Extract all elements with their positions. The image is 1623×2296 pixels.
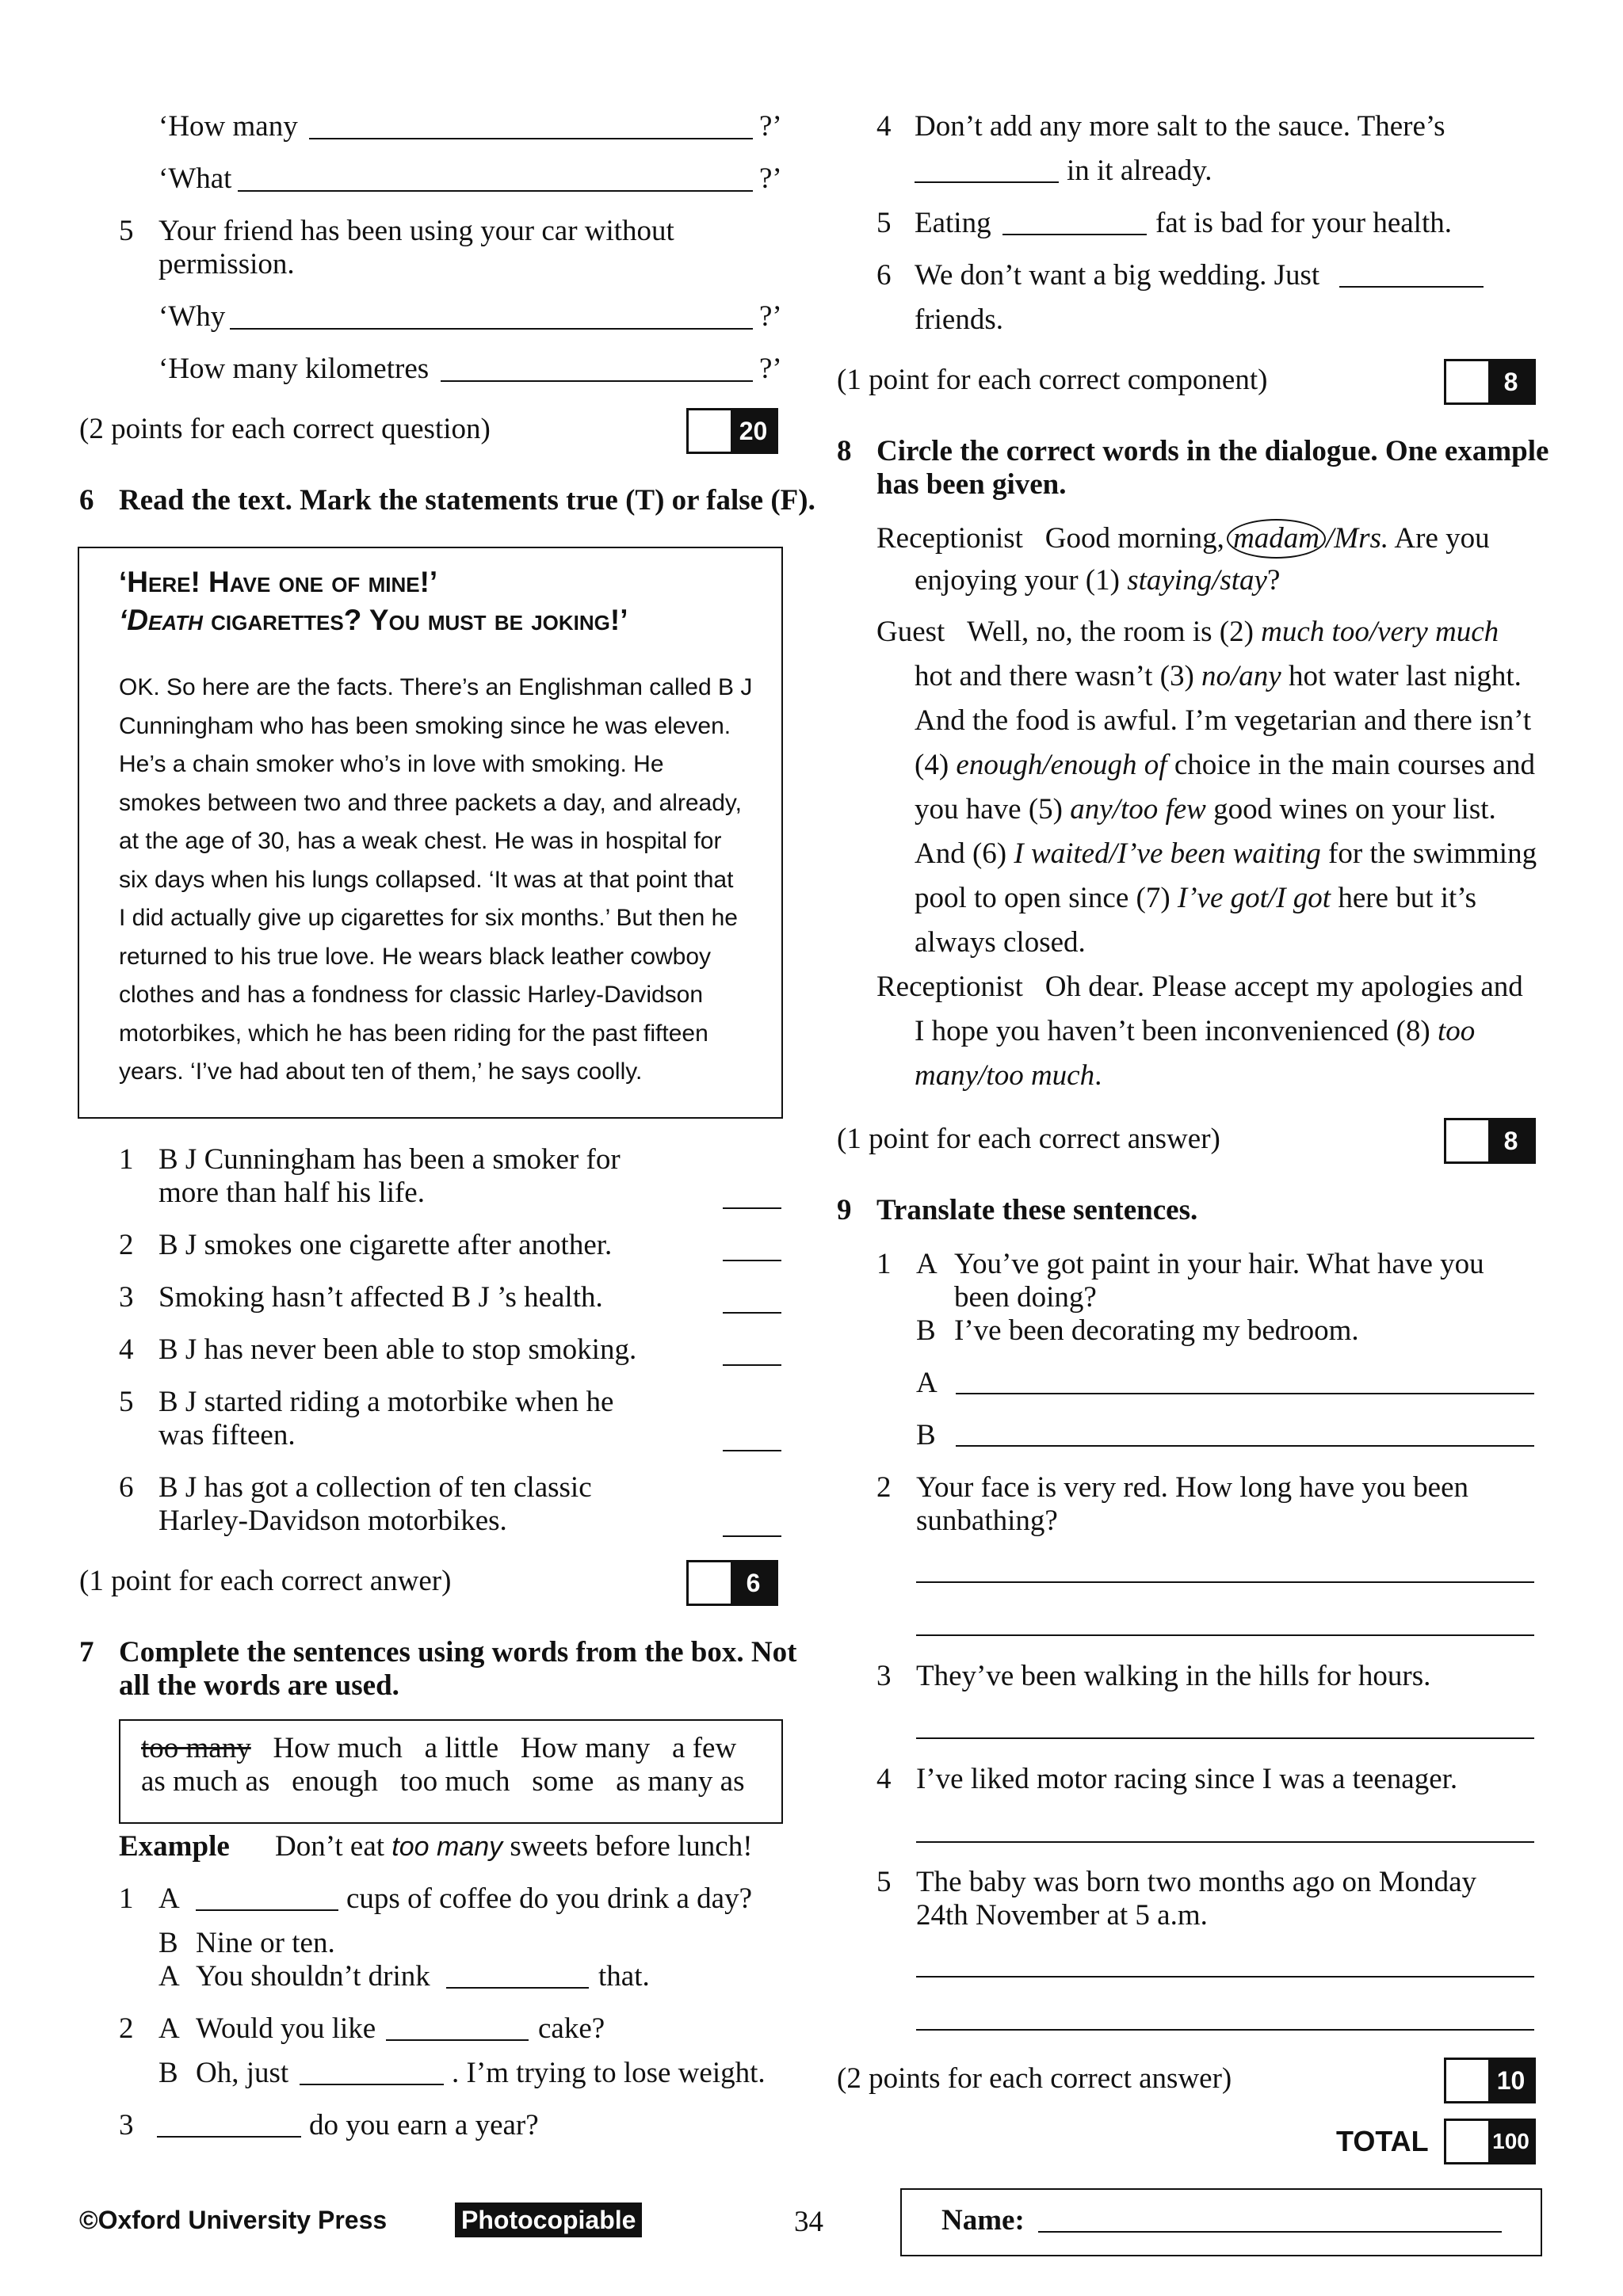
t-number: 3 <box>876 1660 892 1692</box>
s9-title: Translate these sentences. <box>876 1194 1198 1226</box>
score-value: 10 <box>1488 2060 1533 2101</box>
tf-answer-blank[interactable] <box>723 1207 781 1209</box>
q4-what-prompt: ‘What <box>158 162 232 195</box>
tf-item-text: B J has never been able to stop smoking. <box>158 1333 637 1366</box>
t-number: 2 <box>876 1471 892 1504</box>
tf-item-text: was fifteen. <box>158 1419 296 1451</box>
t-number: 1 <box>876 1248 892 1280</box>
speaker-label: B <box>916 1314 936 1347</box>
reading-body <box>119 669 752 1092</box>
reading-line: six days when his lungs collapsed. ‘It was at that point that <box>119 866 734 893</box>
q7-text: in it already. <box>1067 154 1212 187</box>
q7-text: Don’t add any more salt to the sauce. There’s <box>915 110 1445 143</box>
reading-line: motorbikes, which he has been riding for the past fifteen <box>119 1020 708 1047</box>
translation-line[interactable] <box>916 1841 1534 1843</box>
speaker-label: A <box>158 1882 180 1915</box>
speaker-label: Receptionist <box>876 971 1023 1003</box>
reading-line: OK. So here are the facts. There’s an Englishman called B J <box>119 674 753 700</box>
dialogue-line: (4) enough/enough of choice in the main courses and <box>915 749 1535 781</box>
t-number: 5 <box>876 1866 892 1898</box>
s9-number: 9 <box>837 1194 852 1226</box>
dialogue-line: always closed. <box>915 926 1086 959</box>
q7-number: 1 <box>119 1882 134 1915</box>
choice[interactable]: any/too few <box>1070 793 1206 826</box>
example-label: Example <box>119 1830 230 1863</box>
choice[interactable]: I’ve got/I got <box>1177 882 1331 914</box>
q4-how-many-blank[interactable] <box>309 138 753 139</box>
circled-example: madam <box>1227 519 1326 559</box>
score-value: 20 <box>731 410 776 452</box>
reading-title-1: ‘Here! Have one of mine!’ <box>119 566 438 598</box>
qmark: ?’ <box>759 162 782 195</box>
reading-line: returned to his true love. He wears black leather cowboy <box>119 943 712 970</box>
q7-text: We don’t want a big wedding. Just <box>915 259 1320 292</box>
box-word: as many as <box>616 1765 745 1798</box>
word-box-row-1 <box>141 1730 736 1767</box>
t-text: sunbathing? <box>916 1505 1058 1537</box>
score-box-q8 <box>1444 1118 1536 1164</box>
speaker-label: A <box>158 1960 180 1993</box>
tf-answer-blank[interactable] <box>723 1260 781 1261</box>
choice[interactable]: many/too much <box>915 1059 1095 1092</box>
q7-text: friends. <box>915 303 1003 336</box>
score-box-q9 <box>1444 2058 1536 2103</box>
dialogue-line: many/too much. <box>915 1059 1102 1092</box>
dialogue-line: Receptionist Good morning, madam /Mrs. Are you <box>876 519 1490 559</box>
score-box-q6 <box>686 1560 778 1606</box>
tf-item-number: 1 <box>119 1143 134 1176</box>
q5-km-blank[interactable] <box>441 380 753 382</box>
points-q8: (1 point for each correct answer) <box>837 1123 1220 1155</box>
q7-blank[interactable] <box>915 181 1059 183</box>
answer-label: A <box>916 1367 938 1399</box>
choice[interactable]: I waited/I’ve been waiting <box>1014 837 1321 870</box>
choice[interactable]: staying/stay <box>1127 564 1267 597</box>
reading-line: He’s a chain smoker who’s in love with smoking. He <box>119 751 664 777</box>
reading-line: Cunningham who has been smoking since he was eleven. <box>119 712 731 739</box>
q7-blank[interactable] <box>446 1987 589 1989</box>
q7-text: Eating <box>915 207 991 239</box>
q5-why-blank[interactable] <box>230 328 753 330</box>
tf-item-text: more than half his life. <box>158 1177 425 1209</box>
translation-line[interactable] <box>916 1976 1534 1978</box>
tf-item-text: B J started riding a motorbike when he <box>158 1386 614 1418</box>
example-sentence: Don’t eat too many sweets before lunch! <box>275 1830 753 1863</box>
q7-text: . I’m trying to lose weight. <box>452 2057 766 2089</box>
q7-text: Nine or ten. <box>196 1927 335 1959</box>
box-word: too many <box>141 1732 251 1764</box>
q7-blank[interactable] <box>157 2136 301 2138</box>
score-box-q5 <box>686 408 778 454</box>
q7-blank[interactable] <box>1002 234 1147 235</box>
dialogue-line: Receptionist Oh dear. Please accept my apologies and <box>876 971 1523 1003</box>
reading-line: I did actually give up cigarettes for six months.’ But then he <box>119 905 738 931</box>
t-text: 24th November at 5 a.m. <box>916 1899 1208 1932</box>
choice[interactable]: too <box>1437 1015 1476 1047</box>
q4-what-blank[interactable] <box>238 190 753 192</box>
q5-why-prompt: ‘Why <box>158 300 226 333</box>
q7-blank[interactable] <box>386 2039 529 2041</box>
speaker-label: B <box>158 1927 178 1959</box>
speaker-label: A <box>916 1248 938 1280</box>
tf-answer-blank[interactable] <box>723 1535 781 1537</box>
qmark: ?’ <box>759 110 782 143</box>
q7-blank[interactable] <box>1339 286 1484 288</box>
box-word: How much <box>273 1732 403 1764</box>
reading-line: clothes and has a fondness for classic Harley-Davidson <box>119 982 704 1008</box>
reading-title-2: ‘Death cigarettes? You must be joking!’ <box>119 604 628 636</box>
t-text: They’ve been walking in the hills for hours. <box>916 1660 1431 1692</box>
dialogue-line: And the food is awful. I’m vegetarian and there isn’t <box>915 704 1532 737</box>
dialogue-line: Guest Well, no, the room is (2) much too/very much <box>876 616 1499 648</box>
t-text: The baby was born two months ago on Monday <box>916 1866 1477 1898</box>
q5-text: Your friend has been using your car without <box>158 215 674 247</box>
q7-number: 5 <box>876 207 892 239</box>
points-q7: (1 point for each correct component) <box>837 364 1268 396</box>
choice[interactable]: much too/very much <box>1261 616 1499 648</box>
q7-text: You shouldn’t drink <box>196 1960 430 1993</box>
s6-number: 6 <box>79 484 94 517</box>
q7-text: that. <box>598 1960 650 1993</box>
q7-text: fat is bad for your health. <box>1155 207 1452 239</box>
t-text: Your face is very red. How long have you been <box>916 1471 1469 1504</box>
tf-answer-blank[interactable] <box>723 1312 781 1314</box>
copyright: ©Oxford University Press <box>79 2206 388 2234</box>
total-label: TOTAL <box>1336 2125 1429 2157</box>
total-score-box <box>1444 2119 1536 2164</box>
q4-how-many-prompt: ‘How many <box>158 110 298 143</box>
tf-item-number: 3 <box>119 1281 134 1314</box>
tf-item-text: Harley-Davidson motorbikes. <box>158 1505 507 1537</box>
tf-item-text: Smoking hasn’t affected B J ’s health. <box>158 1281 603 1314</box>
speaker-label: Guest <box>876 616 945 648</box>
word-box-row-2 <box>141 1764 745 1800</box>
box-word: as much as <box>141 1765 270 1798</box>
q5-km-prompt: ‘How many kilometres <box>158 353 430 385</box>
s8-title: Circle the correct words in the dialogue. One example <box>876 435 1549 467</box>
name-label: Name: <box>941 2204 1025 2237</box>
choice[interactable]: enough/enough of <box>956 749 1167 781</box>
q7-text: do you earn a year? <box>309 2109 539 2142</box>
t-text: I’ve been decorating my bedroom. <box>954 1314 1359 1347</box>
name-field[interactable] <box>1038 2231 1502 2233</box>
q7-blank[interactable] <box>300 2084 444 2085</box>
reading-line: at the age of 30, has a weak chest. He was in hospital for <box>119 828 722 854</box>
photocopiable-badge: Photocopiable <box>455 2203 642 2237</box>
s8-number: 8 <box>837 435 852 467</box>
tf-item-text: B J smokes one cigarette after another. <box>158 1229 613 1261</box>
answer-label: B <box>916 1419 936 1451</box>
q7-blank[interactable] <box>196 1909 338 1911</box>
q7-number: 2 <box>119 2012 134 2045</box>
q7-number: 6 <box>876 259 892 292</box>
q7-text: Would you like <box>196 2012 376 2045</box>
score-value: 100 <box>1488 2121 1533 2162</box>
q7-number: 3 <box>119 2109 134 2142</box>
reading-line: smokes between two and three packets a day, and already, <box>119 789 743 816</box>
tf-item-text: B J Cunningham has been a smoker for <box>158 1143 621 1176</box>
translation-line[interactable] <box>916 1581 1534 1583</box>
points-q6: (1 point for each correct anwer) <box>79 1565 452 1597</box>
qmark: ?’ <box>759 300 782 333</box>
dialogue-line: enjoying your (1) staying/stay? <box>915 564 1281 597</box>
score-value: 8 <box>1488 1120 1533 1161</box>
tf-answer-blank[interactable] <box>723 1450 781 1451</box>
t-number: 4 <box>876 1763 892 1795</box>
translation-line[interactable] <box>956 1393 1534 1394</box>
box-word: How many <box>520 1732 651 1764</box>
points-q5: (2 points for each correct question) <box>79 413 491 445</box>
score-value: 6 <box>731 1562 776 1604</box>
tf-item-number: 4 <box>119 1333 134 1366</box>
dialogue-line: I hope you haven’t been inconvenienced (8) too <box>915 1015 1476 1047</box>
dialogue-line: And (6) I waited/I’ve been waiting for the swimming <box>915 837 1537 870</box>
tf-item-number: 5 <box>119 1386 134 1418</box>
box-word: some <box>532 1765 594 1798</box>
points-q9: (2 points for each correct answer) <box>837 2062 1232 2095</box>
box-word: a little <box>424 1732 499 1764</box>
box-word: too much <box>399 1765 510 1798</box>
score-value: 8 <box>1488 361 1533 402</box>
s8-title: has been given. <box>876 468 1067 501</box>
page-number: 34 <box>794 2206 823 2238</box>
dialogue-line: pool to open since (7) I’ve got/I got here but it’s <box>915 882 1476 914</box>
q7-text: cups of coffee do you drink a day? <box>346 1882 753 1915</box>
dialogue-line: you have (5) any/too few good wines on your list. <box>915 793 1496 826</box>
speaker-label: B <box>158 2057 178 2089</box>
t-text: been doing? <box>954 1281 1097 1314</box>
translation-line[interactable] <box>916 1737 1534 1739</box>
s7-title: all the words are used. <box>119 1669 399 1702</box>
dialogue-line: hot and there wasn’t (3) no/any hot water last night. <box>915 660 1522 692</box>
translation-line[interactable] <box>956 1445 1534 1447</box>
tf-answer-blank[interactable] <box>723 1364 781 1366</box>
tf-item-text: B J has got a collection of ten classic <box>158 1471 592 1504</box>
q5-number: 5 <box>119 215 134 247</box>
s7-number: 7 <box>79 1636 94 1669</box>
translation-line[interactable] <box>916 1634 1534 1636</box>
q7-text: cake? <box>538 2012 605 2045</box>
choice[interactable]: no/any <box>1201 660 1281 692</box>
score-box-q7 <box>1444 359 1536 405</box>
q5-text: permission. <box>158 248 295 280</box>
q7-text: Oh, just <box>196 2057 289 2089</box>
box-word: enough <box>292 1765 379 1798</box>
t-text: I’ve liked motor racing since I was a teenager. <box>916 1763 1458 1795</box>
speaker-label: Receptionist <box>876 522 1023 555</box>
q7-number: 4 <box>876 110 892 143</box>
box-word: a few <box>672 1732 737 1764</box>
qmark: ?’ <box>759 353 782 385</box>
t-text: You’ve got paint in your hair. What have you <box>954 1248 1484 1280</box>
translation-line[interactable] <box>916 2029 1534 2031</box>
reading-line: years. ‘I’ve had about ten of them,’ he says coolly. <box>119 1058 643 1085</box>
speaker-label: A <box>158 2012 180 2045</box>
tf-item-number: 6 <box>119 1471 134 1504</box>
s6-title: Read the text. Mark the statements true (T) or false (F). <box>119 484 815 517</box>
tf-item-number: 2 <box>119 1229 134 1261</box>
s7-title: Complete the sentences using words from the box. Not <box>119 1636 797 1669</box>
